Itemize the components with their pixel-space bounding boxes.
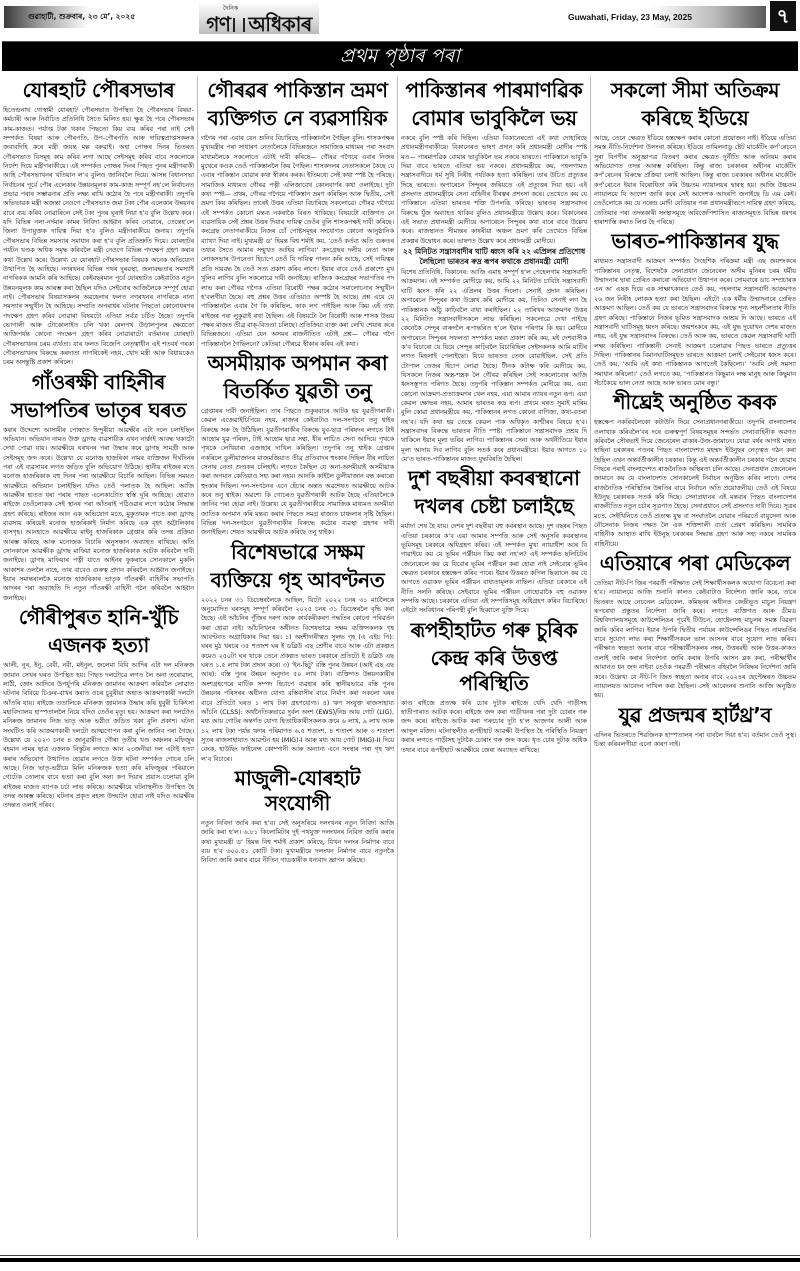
headline: শীঘ্ৰেই অনুষ্ঠিত কৰক: [613, 390, 777, 415]
article-body: হস্তক্ষেপ নকৰিবলৈকো কটাউনি দিয়ে সেনাপ্ৰধানগৰাকীয়ে। তদুপৰি বাংলাদেশৰ ওলাখাক কৰিবলৈ’বৰ দৰে গুৰুত্বপূৰ্ণ বিষয়সমূহৰ সন্দৰ্ভত সেনাবাহিনীক অৱগত কৰিবলৈ সৌৰভাই দিয়ে জেনেৰেল ৱাকাৰ-উজ-জামানে। যোৱা বৰ্ষৰ আগষ্ট মাহত হাছিনা চৰকাৰৰ পতনৰ পিছত বাংলাদেশত মহম্মদ ইউনুছৰ নেতৃত্বত গঠন কৰা হৈছিল এখন অন্তৰ্বৰ্তীকালীন চৰকাৰ। কিন্তু এই অন্তৰ্বৰ্তীকালীন চৰকাৰ গঠন হোৱাৰ পিছৰে পৰাই বাংলাদেশত ৰাজনৈতিক অস্থিৰতা চলি আছে। সেনাপ্ৰধান জেনেৰেল জামানে কয় যে বাংলাদেশত সোনকালেই নিৰ্বাচন অনুষ্ঠিত কৰিব লাগে। দেশৰ ৰাজনৈতিক পৰিস্থিতিৰ উন্নতিৰ বাবে নিৰ্বাচন অতি প্ৰয়োজনীয়। তেওঁ এই বিষয়ে ইউনুছ চৰকাৰক সতৰ্ক কৰি দিছে। সেনাপ্ৰধানৰ এই মন্তব্যৰ পিছত বাংলাদেশৰ ৰাজনীতিত নতুন চৰ্চাৰ সূত্ৰপাত হৈছে। সেনাপ্ৰধানে সেই প্ৰসংগত দাবী দিয়ে। সূত্ৰৰ মতে, সেইখিনিতে তেওঁ প্ৰত্যক্ষ যুদ্ধ বা সংঘাতলৈ যোৱাৰ পৰিৱৰ্তে বায়ুসেনা আৰু নৌসেনাক নিজৰ পক্ষত লৈ এক শক্তিশালী বাৰ্তা প্ৰেৰণ কৰিছিল। সামৰিক বাহিনীক আস্থাত ৰাখি ইউনুছ চৰকাৰৰ সিদ্ধান্ত গ্ৰহণ আৰু সহ্য নকৰে সামৰিক বাহিনীয়ে।: [594, 419, 796, 548]
article-nuclear: [401, 78, 587, 464]
date-english: Guwahati, Friday, 23 May, 2025: [556, 6, 766, 28]
article-body: নকৰে বুলি স্পষ্ট কৰি দিছিল। এতিয়া বিকানেৰতো এই কথা দোহাৰিছে প্ৰধানমন্ত্ৰীগৰাকীয়ে। বিকানেৰত ভাষণ প্ৰদান কৰি প্ৰধানমন্ত্ৰী মোদীৰ স্পষ্ট মত— পাৰমাণৱিক বোমাৰ ভাবুকিলৈ ভয় নকৰে ভাৰতে। পাকিস্তানে ভাবুকি দিয়া বাবে ভাৰতে এতিয়া ভয় নকৰে। প্ৰধানমন্ত্ৰীয়ে কয়, পহলগামত সন্ত্ৰাসবাদীয়ে ধৰ্ম সুধি নিৰীহ পৰ্যটকক হত্যা কৰিছিল। তাৰ উচিত প্ৰত্যুত্তৰ দিছে ভাৰতে। অপাৰেচন সিন্দুৰৰ জৰিয়তে এই প্ৰত্যুত্তৰ দিয়া হয়। এই প্ৰসংগত প্ৰধানমন্ত্ৰীয়ে সেনা বাহিনীৰ বীৰত্বৰ প্ৰশংসা কৰে। তেখেতে কয় যে পাকিস্তানে এতিয়া ভাৰতৰ শক্তি উপলব্ধি কৰিছে। ভাৰতৰ সন্ত্ৰাসবাদৰ বিৰুদ্ধে যুঁজ অব্যাহত থাকিব বুলিও প্ৰধানমন্ত্ৰীয়ে উল্লেখ কৰে। বিকানেৰৰ এই সভাত প্ৰধানমন্ত্ৰী মোদীয়ে অপাৰেচন সিন্দুৰৰ কথা বাৰে বাৰে উল্লেখ কৰে। ৰাজস্থানত সীমান্তৰ কাষৰীয়া অঞ্চল ভ্ৰমণ কৰি তেখেতে বিভিন্ন প্ৰকল্পৰ উদ্বোধন কৰে। ভাষণত উল্লেখ কৰে প্ৰধানমন্ত্ৰী মোদীয়ে।: [401, 135, 587, 245]
article-body: মৰ্যাদা শেষ হৈ যায়। দেশৰ দুশ বছৰীয়া বহু কবৰস্থান আছে। দুশ বছৰৰ পিছত এতিয়া চৰকাৰে ক’ব এয়া আমাৰ সম্পত্তি আৰু সেই অনুসৰি কবৰস্থানৰ ভূমিসমূহ চৰকাৰে অধিগ্ৰহণ কৰিব। এই সম্পৰ্কত মুখ্য ন্যায়াধীশ আৰ বি গাৱাইয়ে কয় যে ভূমিৰ পঞ্জীয়ন কিয় কৰা নহ’ল? এই সম্পৰ্কত ছলিচিটৰ জেনেৰেলে কয় যে যিবোৰ ভূমিৰ পঞ্জীয়ন কৰা হোৱা নাই সেইবোৰ ভূমিৰ ক্ষেত্ৰত চৰকাৰে হস্তক্ষেপ কৰিব পাৰে। ইয়াৰ উত্তৰত কপিল ছিব্বালে কয় যে আগতে ওৱাকফ ভূমিৰ পঞ্জীয়ন বাধ্যতামূলক নাছিল। এতিয়া চৰকাৰে এই নীতি সলনি কৰিছে। সেইবাবে ভূমিৰ পঞ্জীয়ন নোহোৱাকৈ বহু ওৱাকফ সম্পত্তি আছে। চৰকাৰে এতিয়া এই সম্পত্তিসমূহ অধিগ্ৰহণ কৰিব বিচাৰিছে। এইটো সংবিধানৰ পৰিপন্থী বুলি ছিব্বালে যুক্তি দিয়ে।: [401, 523, 587, 615]
headline-line-2: কেন্দ্ৰ কৰি উত্তপ্ত পৰিস্থিতি: [430, 645, 558, 695]
article-heart: [594, 703, 796, 750]
article-tanu: [201, 351, 394, 538]
page-number: ৭: [770, 1, 796, 31]
headline-line-1: পাকিস্তানৰ পাৰমাণৱিক: [405, 78, 583, 102]
headline-line-2: ব্যক্তিগত নে ব্যৱসায়িক: [207, 106, 388, 130]
article-soon: [594, 390, 796, 549]
date-assamese: গুৱাহাটী, শুক্ৰবাৰ, ২৩ মে’, ২০২৫: [4, 6, 194, 28]
logo-wordmark: [199, 10, 319, 43]
column-4: [594, 76, 796, 1236]
footer-rule: [0, 1258, 800, 1262]
section-banner: প্ৰথম পৃষ্ঠাৰ পৰা: [2, 41, 798, 71]
headline-line-1: দুশ বছৰীয়া কবৰস্থানো: [408, 466, 580, 491]
headline-line-1: গৌৰীপুৰত হানি-খুঁচি: [18, 605, 179, 630]
headline-line-2: বিতৰ্কিত যুৱতী তনু: [223, 378, 372, 403]
article-cow-theft: [401, 618, 587, 755]
sub-headline: ২২ মিনিটত সন্ত্ৰাসবাদীৰ ঘাটি ধ্বংস কৰি ২২ এপ্ৰিলৰ প্ৰতিশোধ লৈছিলো ভাৰতৰ ৰুদ্ৰ ৰূপৰ কথাকে প্ৰধানমন্ত্ৰী মোদী: [402, 247, 586, 267]
masthead: [0, 0, 800, 38]
newspaper-logo: [199, 2, 319, 34]
headline: মাজুলী-যোৰহাট সংযোগী: [234, 765, 361, 815]
article-body: হিতেন্দ্ৰনাথ গোস্বামী যোৰহাট পৌৰসভাত উপস্থিত হৈ পৌৰসভাৰ বিষয়া-কৰ্মচাৰী আৰু নিৰ্বাচিত প্ৰতিনিধি সৈতে মিলিত হয়। ক্ষুব্ধ হৈ পৰে পৌৰসভাৰ কাম-কাজত। পৰ্যাপ্ত টকা থকাৰ পিছতো কিয় ব্যয় কৰিব পৰা নাই সেই সম্পৰ্কত বিষয়া আৰু পৌৰপতি, উপ-পৌৰপতি আৰু দায়িত্বপ্ৰাপ্তসকলক জবাবদিহি কৰে মন্ত্ৰী জয়ন্ত মল্ল বৰুৱাই। অহা পোন্ধৰ দিনৰ ভিতৰত পৌৰসভাত বিসমূহ কাম কৰিব লগা আছে সেইসমূহ কৰিব বাবে সকলোকে নিৰ্দেশ দিয়ে মন্ত্ৰীগৰাকীয়ে। এই সম্পৰ্কত পোন্ধৰ দিনৰ পিছত পুনৰ মন্ত্ৰীগৰাকী আহি পৌৰসভাখনৰ খতিয়ান ল’ব বুলিও জানিবলৈ দিয়ে। আসন্ন বিধানসভা নিৰ্বাচনৰ পূৰ্বে পৌৰ এলেকাৰ উন্নয়নমূলক কাম-কাজ সম্পূৰ্ণ নহ’লে নিৰ্বাচনত প্ৰভাৱ পৰাৰ সম্ভাৱনাৰ প্ৰতি লক্ষ্য ৰাখি কঠোৰ হৈ পৰে মন্ত্ৰীগৰাকী। তদুপৰি অভিভাৱক মন্ত্ৰী অজন্তা নেওগে পৌৰসভাত জমা টকা পৌৰ এলেকাৰ উন্নয়নৰ বাবে ব্যয় কৰিব নোৱাৰিলে সেই টকা পুনৰ ঘূৰাই নিয়া হ’ব বুলি উল্লেখ কৰে। যদি বিভিন্ন নলা-নৰ্দমাৰ কামৰ নিবিদা আহ্বান কৰিব নোৱাৰে, তেন্তেহ’লে জিলা উপায়ুক্তক দায়িত্ব দিয়া হ’ব বুলিও মন্ত্ৰীগৰাকীয়ে জনায়। তদুপৰি পৌৰসভাৰ বিভিন্ন সমস্যাৰ সমাধান কৰা হ’ব বুলি প্ৰতিশ্ৰুতি দিয়ে। যোৰহাটৰ পৰ্যটন খণ্ডক অধিক সমৃদ্ধ কৰিবলৈ মন্ত্ৰী নেওগে বিভিন্ন পদক্ষেপ গ্ৰহণ কৰাৰ কথা উল্লেখ কৰে। উল্লেখ্য যে যোৰহাট পৌৰসভাৰ বিষয়ক অনেক অভিযোগ উত্থাপিত হৈ আহিছে। নগৰখনৰ বিভিন্ন পথৰ দুৰৱস্থা, জলাবদ্ধতাৰ সমস্যাই নাগৰিকক আমনি কৰি আহিছে। কেইবছৰমান পূৰ্বে যোৰহাটত কেইবাটাও নতুন উন্নয়নমূলক কাম আৰম্ভ কৰা হৈছিল যদিও সেইবোৰ আজিলৈকে সম্পূৰ্ণ হোৱা নাই। পৌৰসভাৰ বিষয়াসকলৰ অৱহেলাৰ ফলত নগৰখনৰ নাগৰিকে নানা সমস্যাৰ সন্মুখীন হৈ আহিছে। সম্প্ৰতি অপৰাধৰ ঘটনাৰ পিছতো কোনোধৰণৰ পদক্ষেপ গ্ৰহণ কৰিব নোৱাৰা বিষয়টো এতিয়া সৰ্বত্ৰ চৰ্চিত হৈছে। তদুপৰি ভোগালী আৰু টোকোলাইত চলি থকা ৰেলপথ উড়ালপুলৰ ক্ষেত্ৰতো আজিপৰ্যন্ত কোনো পদক্ষেপ গ্ৰহণ কৰিব নোৱাৰাটো বৰ্তমানৰ যোৰহাট পৌৰসভাখনৰ চৰম ব্যৰ্থতা। যাৰ ফলত বিজেপি নেতৃত্বাধীন এই শতবৰ্ষ গৰকা পৌৰসভাখনৰ বিৰুদ্ধে কৰদাতা নাগৰিকেই নহয়, খোদ মন্ত্ৰী আৰু বিধায়কেও চৰম অসন্তুষ্টি প্ৰকাশ কৰিলে।: [3, 107, 194, 367]
article-body: কৰাৰ উদ্দেশ্যে আসামীৰ পোন্ধাত হিন্দুৰীয়া আৱক্ষীৰ এটা দলে চলাইছিল অভিযান। অভিযান নামত উক্ত ড্ৰাগছ ব্যৱসায়ীক এখন নাৰ্ক্কাই আবদ্ধ থকাটো দেখা পোৱা যায়। আৱক্ষীয়ে ঘৰখনৰ পৰা উদ্ধাৰ কৰে ড্ৰাগছ সামগ্ৰী আৰু সেইসমূহ জব্দ কৰে। উল্লেখ্য যে মনোজ হাজৰিকা নামৰ ব্যক্তিজন দীৰ্ঘদিনৰ পৰা এই ব্যৱসায়ৰ লগত জড়িত বুলি অভিযোগ উঠিছে। স্থানীয় ৰাইজৰ মতে মনোজ হাজৰিকাক বহু দিনৰ পৰা আৱক্ষীয়ে বিচাৰি আছিল। বিভিন্ন সময়ত আৱক্ষীয়ে অভিযান চলাইছিল যদিও তেওঁ পলাতক হৈ আছিল। আজি আৱক্ষীৰ হাতত ধৰা পৰাৰ পাছত এলেকাটোত স্বস্তি ঘূৰি আহিছে। হোৱাত ৰাইজে তেওঁলোকক সেই স্থানৰ পৰা আঁতৰাই পঠিওৱাৰ লগে কঠোৰ সিদ্ধান্ত গ্ৰহণ কৰিছে। ৰাইজৰ আন এক অভিযোগ মতে, মুকুতামক পাতে কৰা ড্ৰাগছ ব্যৱসায় কৰিয়েই মনোজ হাজৰিকাই নিৰ্মাণ কৰিছে এক বৃহৎ অট্টালিকাৰ বাসগৃহ। আনহাতে আৱক্ষীয়ে মাইনু হাজৰিকাক গ্ৰেপ্তাৰ কৰি তদন্ত প্ৰক্ৰিয়া আৰম্ভ কৰিছে আৰু মনোজক বিচাৰি অনুসন্ধান অব্যাহত ৰাখিছে। অতি সোনকালে আৱক্ষীক ড্ৰাগছ মাফিয়া মনোজ হাজৰিকাক আটক কৰিবলৈ দাবী জনাইছে। ড্ৰাগছ মাফিয়াৰ পত্নী যাতে আইনৰ ফুকৰাৰে সোনকালে মুকলি আকাশৰ তললৈ নাহে, তাৰ বাবেও গুৰুত্ব প্ৰদান কৰিবলৈ আহ্বান জনাইছে। ইয়াৰ সমান্তৰালকৈ মনোজ হাজৰিকাৰ ভাতৃক গাঁওৰক্ষী বাহিনীৰ সভাপতি আদৰৰ পৰা অব্যাহতি দি নতুন গাঁওৰক্ষী বাহিনী গঠন কৰিবলৈ আহ্বান জনাইছে।: [3, 426, 194, 602]
article-body: কাণ্ড ৰাইজে প্ৰত্যক্ষ কৰি চোৰ দুটাক ৰাইজে খেদি খেদি গাড়ীসহ হাতীপাৰাত আটক কৰে। ৰাইজে জব্দ কৰা গাড়ীখনৰ পৰা দুটা চোৰাং গৰু জব্দ কৰে। ৰাইজে আটক কৰা গৰুচোৰ দুটা হ’ল আজগৰ আলী আৰু আব্দুল মজিদ। ঘটনাস্থলীত ৰূপহীহাট আৱক্ষী উপস্থিত হৈ পৰিস্থিতি নিয়ন্ত্ৰণ কৰাৰ লগতে গাড়ীসহ দুটাকৈ চোৰাং গৰু জব্দ কৰে। ধৃত চোৰ দুটাক অধিক তথ্যৰ বাবে ৰূপহীহাট আৱক্ষীয়ে জেৰা অব্যাহত ৰাখিছে।: [401, 699, 587, 754]
article-body: তেতিয়া নীট-পি জিৰ পৰৱৰ্তী পৰীক্ষাত সেই শিক্ষাৰ্থীসকলক অযোগ্য বিবেচনা কৰা হ’ব। ন্যায়ালয়ে আজি শুনানি কালত কেইবাটাও নিৰ্দেশনা জাৰি কৰে, তাৰে ভিতৰত আছে নেচনেল মেডিকেল, কমিছনৰ অধীনত কেন্দ্ৰীভূত মাচুল নিয়ন্ত্ৰণ ৰূপৰেখা প্ৰস্তুতৰ নিৰ্দেশনা জাৰি কৰে। লগতে ব্যক্তিগত আৰু ডীমড বিশ্ববিদ্যালয়সমূহে কাউন্সেলিঙৰ পূৰ্বেই টিউচন, হোষ্টেলসহ মাচুলৰ সমস্ত বিৱৰণ জাৰি কৰিব লাগিব। ইয়াৰ উপৰি দ্বিতীয় পৰ্যায়ৰ কাউন্সেলিঙৰ পিছত নামভৰ্তিৰ বাবে সুযোগ লাভ কৰা শিক্ষাৰ্থীসকলে ভাল আসনৰ বাবে সুযোগ লাভ কৰিব। পৰীক্ষাত স্বচ্ছতা অনাৰ বাবে পৰীক্ষাৰ্থীসকলৰ নম্বৰ, উত্তৰবহী আৰু উত্তৰ-কাকত ওলাই জাৰি কৰাৰ নিৰ্দেশনা জাৰি কৰাৰ উপৰি আসন ব্লক কৰা, পৰীক্ষাৰ্থীৰ আমানত ধন জব্দ নাইবা তেওঁক পৰৱৰ্তী পৰীক্ষাত বহিবলৈ নিষিদ্ধৰ নিৰ্দেশনা জাৰি কৰে। উল্লেখ্য যে নীট-পি জিত স্বচ্ছতা অনাৰ বাবে ২০২৪ৰ ছেপ্টেম্বৰত উচ্চতম ন্যায়ালয়ত আবেদন দাখিল কৰা হৈছিল। সেই আবেদনৰ শুনানি আজি অনুষ্ঠিত হয়।: [594, 580, 796, 700]
logo-left: গণ: [206, 12, 231, 36]
column-divider: [590, 76, 591, 1238]
article-gaonraksha: [3, 370, 194, 604]
article-housing: [201, 540, 394, 764]
column-3: [401, 76, 587, 1236]
article-body: গগৈৰ পৰা এবাৰ যেন শুনিব বিচাৰিছে পাকিস্তানলৈ গৈছিল বুলি। শাসকপক্ষৰ মুখ্যমন্ত্ৰীৰ পৰা সাধাৰণ নেতালৈকে বিভিন্নজনে সামাজিক মাধ্যমৰ পৰা সংবাদ মাধ্যমলৈকে সকলোতে এটাই দাবী কৰিছে— গৌৰৱ গগৈয়ে এবাৰ নিজৰ মুখেৰে কওক তেওঁ পাকিস্তানলৈ কিয় গৈছিল। শাসকদলৰ নেতাসকলে কৈছে যে এবাৰ পাকিস্তান যোৱাৰ কথা স্বীকাৰ কৰক। ইতিমধ্যে সেই কথা স্পষ্ট হৈ পৰিছে। সামাজিক মাধ্যমত গৌৰৱ পত্নী এলিজাবেথ কোলবাৰ্ণৰ কথা ওলাইছে। দুটা কথা স্পষ্ট— প্ৰথম, গৌৰৱ গগৈয়ে পাকিস্তান ভ্ৰমণ কৰিছিল আৰু দ্বিতীয়, সেই ভ্ৰমণ কিয় কৰিছিল। তাৰেই উত্তৰ এতিয়া বিচাৰিছে সকলোৱে। গৌৰৱ গগৈয়ে এই সম্পৰ্কত কোনো মন্তব্য নকৰাকৈ বিৰত থাকিছে। বিষয়টো ব্যক্তিগত নে ব্যৱসায়িক সেই প্ৰশ্নৰ উত্তৰ দিয়াৰ দায়িত্ব তেওঁৰ বুলি শাসকপক্ষই দাবী কৰিছে। কংগ্ৰেছ নেতাগৰাকীয়ে নিজৰ চোঁ পোষ্টসমূহৰ সংযোগত কোনো আনুষ্ঠানিক ব্যাখ্যা দিয়া নাই। মুখ্যমন্ত্ৰী ড’ হিমন্ত বিশ্ব শৰ্মাই কয়, ‘তেওঁ কৰ্তব্য অতি গুৰুতৰ তথ্যৰ সৈতে আমাৰ সন্মুখত আহিব লাগিব।’ কংগ্ৰেছৰ দলীয় নেতা আৰু লোকসভাৰ উপনেতা হিচাপে তেওঁ যি দায়িত্ব পালন কৰি আছে, সেই দায়িত্বৰ প্ৰতি দায়বদ্ধ হৈ তেওঁ সত্য প্ৰকাশ কৰিব লাগে। ইয়াৰ বাবে তেওঁ প্ৰকাশ্যে মুখ খুলিব লাগিব বুলি সকলোৱে দাবী জনাইছে। ৰাজ্যিক কংগ্ৰেছৰ সভাপতিৰ পদ লাভ কৰা গৌৰৱ গগৈক এতিয়া বিৰোধী পক্ষৰ কঠোৰ সমালোচনাৰ সন্মুখীন হ’বলগীয়া হৈছে। বহু প্ৰশ্নৰ উত্তৰ এতিয়াও অস্পষ্ট হৈ আছে। প্ৰশ্ন এয়ে যে পাকিস্তানলৈ এবাৰ গৈ কি কৰিছিল, কাক লগ পাইছিল আৰু কিয় এই তথ্য ৰাইজৰ পৰা লুকুৱাই ৰখা হৈছিল। এই বিষয়টো লৈ বিৰোধী আৰু শাসক উভয় পক্ষৰ মাজত তীব্ৰ বাক্-বিতণ্ডা চলিছে। প্ৰতিক্ৰিয়া ব্যক্ত কৰা লেখি শেয়াৰ কৰে বিভিন্নজনে। এতিয়া যেন অসমৰ ৰাজনীতিত এটাই প্ৰশ্ন— গৌৰৱ গগৈ পাকিস্তানলৈ গৈছিলনে? কেতিয়া গৌৰৱে স্বীকাৰ কৰিব এই কথা।: [201, 135, 394, 348]
headline-line-2: বোমাৰ ভাবুকিলৈ ভয়: [411, 106, 577, 130]
headline-line-1: গৌৰৱৰ পাকিস্তান ভ্ৰমণ: [207, 78, 388, 102]
headline-line-2: দখলৰ চেষ্টা চলাইছে: [414, 494, 574, 519]
article-body: বিশেষ প্ৰতিনিধি, বিকানেৰ: আজি এমাহ সম্পূৰ্ণ হ’ল পেহেলগাম সন্ত্ৰাসবাদী আক্ৰমণৰ। এই সম্পৰ্কত মোদীয়ে কয়, আমি ২২ মিনিটত চাবিটা সন্ত্ৰাসবাদী ঘাটি ধ্বংস কৰি ২২ এপ্ৰিলৰ উত্তৰ দিলো। সেনাই প্ৰদান কৰিছিল। অপাৰেচন সিন্দুৰৰ কথা উল্লেখ কৰি মোদীয়ে কয়, তিনিও সেনাই লগ হৈ পাকিস্তানক আঁঠু কাঢ়িবলৈ বাধ্য কৰাইছিল। ২২ তাৰিখৰ আক্ৰমণৰ উত্তৰ ২২ মিনিটত সন্ত্ৰাসবাদীসকলে লাভ কৰিছিল। সকলোৱে দেখা পাইছে কেনেকৈ সেন্দূৰ বাৰুদলৈ ৰূপান্তৰিত হ’লে ইয়াৰ পৰিণাম কি হয়। মোদীয়ে অপাৰেচন সিন্দুৰৰ সফলতা সম্পৰ্কত মন্তব্য প্ৰকাশ কৰি কয়, মই দেশবাসীক ক’ব বিচাৰো যে যিয়ে সেন্দূৰ কাঢ়িবলৈ বিচাৰিছিল সেইসকলক আমি মাটিৰ লগত মিহলাই পেলাইছো। যিয়ে ভাৰতত তেজ বোৱাইছিল, সেই প্ৰতি টোপাল তেজৰ হিচাপ লোৱা হৈছে। টীনক কটাক্ষ কৰি মোদীয়ে কয়, যিসকলে নিজৰ অস্ত্ৰ-শস্ত্ৰক লৈ গৌৰৱ কৰিছিল সেই সকলোবোৰ আজি ধ্বংসস্তূপত পৰিণত হৈছে। তদুপৰি পাকিস্তান সম্পৰ্কত মোদীয়ে কয়, এয়া কোনো আক্ৰমণ-প্ৰত্যাক্ৰমণৰ খেল নহয়, এয়া আমাৰ ন্যায়ৰ নতুন ৰূপ। এয়া কেৱল ক্ষোভৰ নহয়, আমাৰ ভাৰতৰ ৰুদ্ৰ ৰূপ। প্ৰথমে ঘৰত সুমাই মাৰিম বুলি কোৱা প্ৰধানমন্ত্ৰীয়ে কয়, পাকিস্তানৰ লগত কোনো বাণিজ্য, কথা-বতৰা নহ’ব। যদি কথা হয় তেন্তে কেৱল পাক অধিকৃত কাশ্মীৰৰ বিষয়ে হ’ব। সন্ত্ৰাসবাদৰ বিৰুদ্ধে ভাৰতৰ নীতি স্পষ্ট। পাকিস্তানে সন্ত্ৰাসবাদক প্ৰশ্ৰয় দি থাকিলে ইয়াৰ মূল্য ভৰিব লাগিব। পাকিস্তানৰ সেনা আৰু অৰ্থনীতিয়ে ইয়াৰ মূল্য আদায় দিব লাগিব বুলি সতৰ্ক কৰে প্ৰধানমন্ত্ৰীয়ে। ইয়াৰ আগতে ১০ মে’ত ভাৰত-পাকিস্তানৰ মাজত যুদ্ধবিৰতি হৈছিল।: [401, 269, 587, 463]
headline-line-1: সকলো সীমা অতিক্ৰম: [610, 78, 780, 102]
article-gaurav: [201, 78, 394, 349]
headline-line-1: গাঁওৰক্ষী বাহিনীৰ: [31, 369, 166, 394]
headline-line-1: অসমীয়াক অপমান কৰা: [207, 350, 388, 375]
article-body: এদিনৰ ভিতৰতে শিৱজিনক হাস্পতালৰ পৰা যাবলৈ দিয়া হ’ব। বৰ্তমান তেওঁ সুস্থ। চিন্তা কৰিবলগীয়া এনো কাৰণ নাই।: [594, 731, 796, 748]
people-icon: [233, 18, 245, 32]
headline: যোৰহাট পৌৰসভাৰ: [22, 78, 175, 102]
headline: ভাৰত-পাকিস্তানৰ যুদ্ধ: [611, 229, 779, 254]
article-body: গ্ৰেপ্তাৰৰ দাবী জনাইছিল। তাৰ পিছতে শুকুৰবাৰে আটক হয় যুৱতীগৰাকী। কেৱল এজেৱাইচিপিয়ে নহয়, ৰাজ্যৰ কেইবাটাও দল-সংগঠনে তনু শ্বাইৰ বিৰুদ্ধে সৰু হৈ উঠিছিল। যুৱতীগৰাকীৰ বিৰুদ্ধে যুব-ছাত্ৰ পৰিষদৰ লগতে টাই আহোম যুৱ পৰিষদ, টাই আহোম ছাত্ৰ সন্থা, ধীৰ লাচিত সেনা আদিয়ে পৃথকে পৃথকে লেখিয়াৰা এজাহাৰ দাখিল কৰিছিল। তদুপৰি তনু শ্বাইক গ্ৰেপ্তাৰ নকৰিলে ডুলীয়াজানৰ মাজমজিয়াত তীব্ৰ প্ৰতিবাদৰ হুংকাৰ দিছিল বীৰ লাচিত সেনাৰ নেতা শুণ্ডকৰ চলিহাই। লগতে কৈছিল যে অনা-অসমীয়াই অসমীয়াক কৰা অপমান কেতিয়াও সহ্য কৰা নহয়। আনকি কাইলৈ ডুলীয়াজান বন্ধ কৰাৰো হুংকাৰ দিছিল। দল-সংগঠনৰ এনে হেঁচাৰ অন্তত অৱশেষত আৱক্ষীয়ে আটক কৰে তনু শ্বাইক। অৱশ্যে কি গোচৰত যুৱতীগৰাকী আটক হৈছে এতিয়ালৈকে জানিব পৰা হোৱা নাই। উল্লেখ্য যে যুৱতীগৰাকীয়ে সামাজিক মাধ্যমত অসমীয়া জাতিক অপমান কৰি মন্তব্য কৰাৰ পিছতে সমগ্ৰ ৰাজ্যত চাঞ্চল্যৰ সৃষ্টি হৈছিল। বিভিন্ন দল-সংগঠনে যুৱতীগৰাকীৰ বিৰুদ্ধে কঠোৰ ব্যৱস্থা গ্ৰহণৰ দাবী জনাইছিল। শেষত আৱক্ষীয়ে আটক কৰিছে তনু শ্বাইক।: [201, 407, 394, 537]
article-medical: [594, 551, 796, 700]
headline: এতিয়াৰে পৰা মেডিকেল: [599, 551, 791, 576]
headline-line-2: কৰিছে ইডিয়ে: [641, 106, 749, 130]
article-gauripur: [3, 605, 194, 811]
column-2: [201, 76, 394, 1236]
article-body: আছে, তেনে ক্ষেত্ৰত ইডিয়ে হস্তক্ষেপ কৰাৰ কোনো প্ৰয়োজন নাই। ইডিয়ে এতিয়া সমস্ত নীতি-নিৰ্দেশনা উলংঘা কৰিছে। ইডিয়ে তামিলনাডু ষ্টেট মাৰ্কেটিং কৰ্প’ৰেচনে সুৰা বিপণীৰ অনুজ্ঞাপত্ৰ বিতৰণ কৰাৰ ক্ষেত্ৰত দুৰ্নীতি আৰু অনিয়ম কৰাৰ অভিযোগত তদন্ত আৰম্ভ কৰিছিল। কিন্তু ৰাজ্য চৰকাৰৰ অধীনৰ মাৰ্কেটিং কৰ্প’ৰেচনৰ বিৰুদ্ধে প্ৰক্ৰিয়া চলাই আছিল। কিন্তু ৰাজ্য চৰকাৰৰ অধীনৰ মাৰ্কেটিং কৰ্প’ৰেচনে ইয়াৰ বিৰোধিতা কৰি উচ্চতম ন্যায়ালয়ৰ দ্বাৰস্থ হয়। আজি উচ্চতম ন্যায়ালয়ে যি আদেশ জাৰি কৰে সেই আদেশক আদৰণি জনাইছে ডি এম কেই। তেওঁলোকে কয় যে নৰেন্দ্ৰ মোদী যেতিয়াৰ পৰা প্ৰধানমন্ত্ৰীৰূপে দায়িত্ব গ্ৰহণ কৰিছে, তেতিয়াৰ পৰা তদন্তকাৰী সংস্থাসমূহে অবিজেপিশাসিত ৰাজ্যসমূহত বিভিন্ন ধৰণৰ হাৰাশাস্তি কৰাত লিপ্ত হৈ পৰিছে।: [594, 135, 796, 227]
headline: যুৱ প্ৰজন্মৰ হাৰ্টথ্ৰ’ব: [618, 702, 772, 727]
headline-line-1: ৰূপহীহাটত গৰু চুৰিক: [410, 617, 578, 642]
article-war: [594, 229, 796, 388]
article-body: মাধ্যমত সন্ত্ৰাসবাদী আক্ৰমণ সম্পৰ্কত দৈহেশিক পৰিক্ৰমা মন্ত্ৰী এছ জয়শংকৰে পাকিস্তানৰ নেতৃত্ব, বিশেষকৈ সেনাপ্ৰধান জেনেৰেল অসীম মুনিৰৰ চৰম ধৰ্মীয় উম্মাদনাৰ দ্বাৰা প্ৰেৰিত কৰাৰো অভিযোগ উত্থাপন কৰে। সোমবাৰে ডাচ সম্প্ৰচাৰক এন অ’ এছক দিয়ে এক সাক্ষাৎকাৰত তেওঁ কয়, পহলগাম সন্ত্ৰাসবাদী আক্ৰমণত ২৬ জন নিৰীহ লোকক হত্যা কৰা হৈছিল। এইটো এক ধৰ্মীয় উম্মাদনাৰে প্ৰেৰিত আক্ৰমণ আছিল। তেওঁ কয় যে ভাৰতে সন্ত্ৰাসবাদৰ বিৰুদ্ধে শূন্য সহনশীলতাৰ নীতি গ্ৰহণ কৰিছে। পাকিস্তানে নিজৰ ভূমিত সন্ত্ৰাসবাদক আশ্ৰয় দি আছে। ভাৰতে এই সন্ত্ৰাসবাদী ঘাটিসমূহ ধ্বংস কৰিছে। জয়শংকৰে কয়, এই যুদ্ধ দুয়োখন দেশৰ মাজত নহয়, এই যুদ্ধ সন্ত্ৰাসবাদৰ বিৰুদ্ধে। তেওঁ আৰু কয়, ভাৰতে কেৱল সন্ত্ৰাসবাদী ঘাটি লক্ষ্য কৰিছিল। পাকিস্তানী সেনাই আক্ৰমণ চলোৱাৰ পিছত ভাৰতে প্ৰত্যুত্তৰ দিছিল। পাকিস্তানৰ বিমানঘাটিসমূহত ভাৰতে আক্ৰমণ চলাই সেইবোৰ ধ্বংস কৰে। তেওঁ কয়, ‘আমি এই কথা পাকিস্তানক আগতেই কৈছিলো।’ ‘আমি সেই সমস্যা সমাধান কৰিলো।’ তেওঁ লগতে কয়, ‘পাকিস্তানত কিছুমান লক্ষ মানুহ আৰু কিছুমান সঁচাকৈয়ে ভাল নেতা আছে আৰু ভাৰত মোৰ বন্ধু।’: [594, 258, 796, 387]
article-majuli: [201, 766, 394, 866]
article-jorhat: [3, 78, 194, 368]
headline-line-2: ব্যক্তিয়ে গৃহ আবণ্টনত: [210, 567, 385, 592]
article-ed: [594, 78, 796, 227]
logo-right: অধিকাৰ: [248, 12, 312, 36]
headline-line-1: বিশেষভাৱে সক্ষম: [231, 539, 364, 564]
logo-prefix: দৈনিক: [223, 5, 239, 12]
headline-line-2: এজনক হত্যা: [47, 633, 149, 658]
column-1: [3, 76, 194, 1236]
footer-rule-thin: [0, 1255, 800, 1256]
article-body: ২০২২ চনৰ ৩১ ডিচেম্বৰলৈকে আছিল, যিটো ২০২২ চনৰ ৩১ মাৰ্চলৈকে অনুমোদিত ঘৰসমূহ সম্পূৰ্ণ কৰিবলৈ ২০২৫ চনৰ ৩১ ডিচেম্বৰলৈ বৃদ্ধি কৰা হৈছে। এই আঁচনিৰ পুঁজিৰ দৰুণ আৰু কাৰ্যকৰীকৰণ পদ্ধতিৰ কোনো পৰিৱৰ্তন কৰা হোৱা নাই। আঁচনিখনৰ অধীনত বিশেষভাৱে সক্ষম ব্যক্তিসকলক গৃহ আবণ্টনত অগ্ৰাধিকাৰ দিয়া হয়। ১) অংশীদাৰীত্বত সুলভ গৃহ (এ এইচ পি): ঘৰৰ মুঠ খৰচৰ ৩৫ শতাংশ ঘৰ ই ডব্লিউ এছ শ্ৰেণীৰ বাবে আৰু এটা প্ৰকল্পত কমেও ২৫০টা ঘৰ থাকে তেনে প্ৰকল্পত ভাৰত চৰকাৰে প্ৰতিটো ই ডব্লিউ এছ ঘৰত ১.৫ লাখ টকা প্ৰদান কৰে। ৩) ‘ইন-ছিটু’ বস্তি পুনৰ উন্নয়ন (আই এছ এছ আৰ): বস্তি পুনৰ উন্নয়ন অনুদান ৫০ লাখ টকা। ব্যক্তিগত উন্নয়নকাৰীৰ অংশগ্ৰহণেৰে মাটিক সম্পদ হিচাপে ব্যৱহাৰ কৰি স্থানীয়ভাৱে বস্তি পুনৰ উন্নয়নৰ পৰিসৰৰ অধীনত যোগ্য বস্তিবাসীৰ বাবে নিৰ্মাণ কৰা সকলো ঘৰৰ বাবে প্ৰতিটো ঘৰত ১ লাখ টকা গ্ৰহণযোগ্য। ৪) ঋণ সংযুক্ত ৰাজসাহায্য আঁচনি (CLSS): অৰ্থনৈতিকভাৱে দুৰ্বল অংশ (EWS)/নিম্ন আয় গোট (LIG), মধ্য আয় গোটৰ অন্তৰ্গত যোগ্য হিতাধিকাৰীসকলক ক্ৰমে ৬ লাখ, ৯ লাখ আৰু ১২ লাখ টকা পৰ্যন্ত ঋণৰ পৰিমাণত ৬.৫ শতাংশ, ৪ শতাংশ আৰু ৩ শতাংশ সুতৰ ৰাজসাহায্যত আৱণ্টন হয় (MIG)-I আৰু মধ্য আয় গোট (MIG)-II দিয়ে বেংক, হাউছিং ফাইনেন্স কোম্পানী আৰু অন্যান্য এনে সংস্থাৰ পৰা গৃহ ঋণ ল’ব বিচাৰে।: [201, 596, 394, 763]
headline-line-2: সভাপতিৰ ভাতৃৰ ঘৰত: [10, 397, 187, 422]
article-body: আলী, নুৰ, ইনু, বেবী, নবী, মইনুল, জলেমা বিবি আদিৰ এটা দল মনিৰুজ জামান সেখৰ ঘৰত উপস্থিত হয়। পিছত দলটোৱে লগত লৈ অনা তৰোৱাল, লাঠী, জোং আদিৰে উপৰ্যুপৰি মনিৰুজ জামানৰ আক্ৰমণ কৰিবলৈ লোৱাত ঘটনাৰ বিবিয়ে চিঞৰ-বাখৰ কৰাত ওচৰ চুবুৰীয়া অহাত আক্ৰমণকাৰী দলটো আঁতৰি যায়। ৰাইজে ততালিকে মনিৰুজ জামানক উদ্ধাৰ কৰি ধুবুৰী চিকিৎসা মহাবিদ্যালয় হাস্পতাললৈ নিয়ে যদিও তেওঁৰ মৃত্যু হয়। আক্ৰমণ কৰা দলটোত মনিৰুজ জামানৰ নিজ ভাতৃ আৰু ভগ্নীও জড়িত থকা বুলি প্ৰকাশ। ঘটনা সংঘটিত কৰি আক্ৰমণকাৰী দলটো আত্মগোপন কৰা বুলি জানিব পৰা গৈছে। উল্লেখ্য যে ২০২৩ চনৰ ৪ জানুৱাৰীত গৌৰা তৃতীয় খণ্ড অঞ্চলৰ মফিজুৰ ৰহমান নামৰ ছাত্ৰ এজনক বিস্কুটৰ লগতে আন ২৩জনীয়া দল এটাই হত্যা কৰাৰ অভিযোগ উত্থাপিত হোৱাৰ লগতে উক্ত ঘটনা সম্পৰ্কত গোচৰ চলি আছে। নিজ ভাতৃ-ভগ্নীয়ে মিলি মনিৰুজক হত্যা কৰি মফিজুৰৰ পৰিয়ালে গোটেক তোলাৰ বাবে হত্যা কৰা বুলি অন্য কপ দিয়াৰ প্ৰয়াস চলোৱা বুলি ৰাইজৰ মাজত ব্যাপক চৰ্চা লাভ কৰিছে। আৱক্ষীয়ে ঘটনাস্থলীত উপস্থিত হৈ তদন্ত আৰম্ভ কৰিছে। ঘটনাৰ প্ৰকৃত ৰহস্য উদ্ঘাটন হোৱা নাই যদিও আৱক্ষীৰ তদন্তত ওলাই পৰিব।: [3, 662, 194, 810]
column-divider: [197, 76, 198, 1238]
article-cemetery: [401, 466, 587, 615]
article-body: নতুন নিবিদা জাৰি কৰা হ’ব। সেই অনুসৰিয়ে দলংখনৰ নতুন নিবিদা আজি জাৰি কৰা হ’ল। ৬.৮১ কিলোমিটাৰ দুই পথযুক্ত দলংখনৰ নিবিদা জাৰি কৰাৰ কথা মুখ্যমন্ত্ৰী ড’ হিমন্ত বিশ্ব শৰ্মাই প্ৰকাশ কৰিছে, যিখন দলংৰ নিৰ্মাণৰ বাবে ব্যয় হ’ব ৬০০.৫১ কোটি টকা। মুখ্যমন্ত্ৰীয়ে দলংখন নিৰ্মাণৰ বাবে নতুনকৈ নিবিদা জাৰি কৰাৰ বাবে নীতিন গাডকাৰীক ধন্যবাদ জ্ঞাপন কৰিছে।: [201, 819, 394, 865]
column-divider: [397, 76, 398, 1238]
